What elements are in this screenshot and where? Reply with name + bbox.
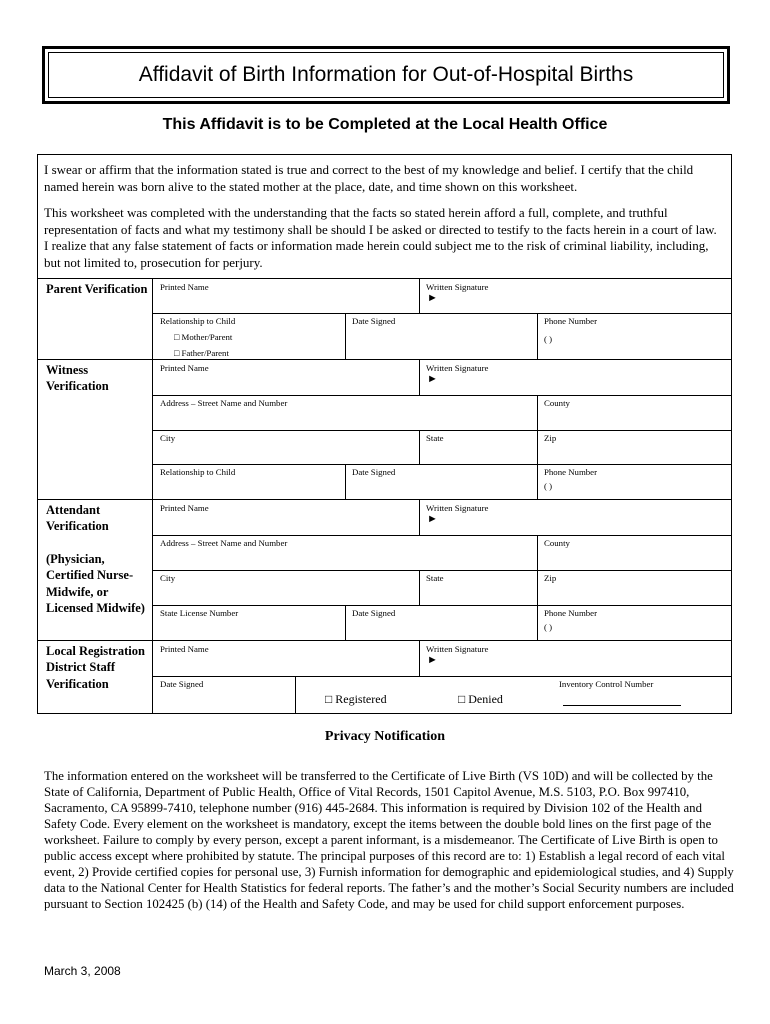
divider <box>37 499 732 500</box>
witness-relationship-field[interactable]: Relationship to Child <box>160 467 236 477</box>
divider <box>345 464 346 499</box>
divider <box>37 278 732 279</box>
signature-arrow-icon: ► <box>427 654 438 666</box>
divider <box>295 676 296 714</box>
parent-verification-heading: Parent Verification <box>46 282 148 296</box>
witness-date-signed-field[interactable]: Date Signed <box>352 467 396 477</box>
parent-phone-number-field[interactable]: Phone Number <box>544 316 598 326</box>
parent-written-signature-field[interactable]: Written Signature <box>426 282 489 292</box>
divider <box>345 313 346 359</box>
attendant-city-field[interactable]: City <box>160 573 176 583</box>
attendant-zip-field[interactable]: Zip <box>544 573 557 583</box>
attendant-address-field[interactable]: Address – Street Name and Number <box>160 538 288 548</box>
privacy-body: The information entered on the worksheet will be transferred to the Certificate of Live Birth (VS 10D) and will be collected by the State of California, Department of Public Health, Office of Vital Records, 1501 Capitol Avenue, M.S. 5103, P.O. Box 997410, Sacramento, CA 95899-7410, telephone number (916) 445-2684. This information is required by Division 102 of the Health and Safety Code. Every element on the worksheet is mandatory, except the items between the double bold lines on the first page of the worksheet. Failure to comply by every person, except a parent informant, is a misdemeanor. The Certificate of Live Birth is open to public access except where prohibited by statute. The principal purposes of this record are to: 1) Establish a legal record of each vital event, 2) Provide certified copies for personal use, 3) Furnish information for demographic and epidemiological studies, and 4) Supply data to the National Center for Health Statistics for federal reports. The father’s and the mother’s Social Security numbers are included pursuant to Section 102425 (b) (14) of the Health and Safety Code, and may be used for child support enforcement purposes. <box>44 769 734 911</box>
witness-verification-heading: Witness Verification <box>46 363 109 394</box>
witness-state-field[interactable]: State <box>426 433 444 443</box>
divider <box>537 535 538 570</box>
divider <box>537 395 538 430</box>
privacy-title: Privacy Notification <box>324 729 446 744</box>
inventory-control-number-input[interactable] <box>563 705 681 706</box>
witness-written-signature-field[interactable]: Written Signature <box>426 363 489 373</box>
divider <box>537 430 538 464</box>
witness-zip-field[interactable]: Zip <box>544 433 557 443</box>
divider <box>419 570 420 605</box>
witness-printed-name-field[interactable]: Printed Name <box>160 363 209 373</box>
witness-phone-number-field[interactable]: Phone Number <box>544 467 598 477</box>
local-date-signed-field[interactable]: Date Signed <box>160 679 204 689</box>
subtitle: This Affidavit is to be Completed at the Local Health Office <box>162 116 608 133</box>
attendant-verification-heading: Attendant Verification <box>46 503 109 534</box>
signature-arrow-icon: ► <box>427 292 438 304</box>
attendant-printed-name-field[interactable]: Printed Name <box>160 503 209 513</box>
divider <box>152 464 732 465</box>
attendant-written-signature-field[interactable]: Written Signature <box>426 503 489 513</box>
footer-date: March 3, 2008 <box>44 964 121 978</box>
signature-arrow-icon: ► <box>427 373 438 385</box>
inventory-control-number-label: Inventory Control Number <box>559 679 654 689</box>
divider <box>152 605 732 606</box>
divider <box>152 570 732 571</box>
local-verification-heading: Local Registration District Staff Verification <box>46 644 145 691</box>
divider <box>419 640 420 676</box>
parent-date-signed-field[interactable]: Date Signed <box>352 316 396 326</box>
mother-parent-checkbox[interactable]: □ Mother/Parent <box>174 332 233 342</box>
divider <box>537 313 538 359</box>
divider <box>419 499 420 535</box>
attendant-date-signed-field[interactable]: Date Signed <box>352 608 396 618</box>
parent-relationship-label: Relationship to Child <box>160 316 236 326</box>
attendant-type-subheading: (Physician, Certified Nurse-Midwife, or Licensed Midwife) <box>46 552 145 615</box>
attendant-phone-parens: ( ) <box>544 622 553 632</box>
divider <box>419 430 420 464</box>
divider <box>37 359 732 360</box>
local-written-signature-field[interactable]: Written Signature <box>426 644 489 654</box>
divider <box>419 278 420 313</box>
divider <box>537 570 538 605</box>
parent-phone-parens: ( ) <box>544 334 553 344</box>
signature-arrow-icon: ► <box>427 513 438 525</box>
attendant-phone-number-field[interactable]: Phone Number <box>544 608 598 618</box>
divider <box>152 535 732 536</box>
title-box <box>42 46 730 104</box>
witness-phone-parens: ( ) <box>544 481 553 491</box>
divider <box>152 313 732 314</box>
document-title: Affidavit of Birth Information for Out-of-Hospital Births <box>48 52 724 98</box>
divider <box>419 359 420 395</box>
father-parent-checkbox[interactable]: □ Father/Parent <box>174 348 229 358</box>
local-printed-name-field[interactable]: Printed Name <box>160 644 209 654</box>
divider <box>37 640 732 641</box>
divider <box>537 464 538 499</box>
attendant-license-field[interactable]: State License Number <box>160 608 239 618</box>
witness-address-field[interactable]: Address – Street Name and Number <box>160 398 288 408</box>
divider <box>537 605 538 640</box>
denied-checkbox[interactable]: □ Denied <box>458 692 503 706</box>
divider <box>152 278 153 714</box>
divider <box>345 605 346 640</box>
witness-county-field[interactable]: County <box>544 398 570 408</box>
divider <box>152 430 732 431</box>
intro-paragraph-1: I swear or affirm that the information stated is true and correct to the best of my knowledge and belief. I certify that the child named herein was born alive to the stated mother at the place, date, and time shown on this worksheet. <box>44 162 694 194</box>
attendant-county-field[interactable]: County <box>544 538 570 548</box>
parent-printed-name-field[interactable]: Printed Name <box>160 282 209 292</box>
divider <box>152 676 732 677</box>
divider <box>152 395 732 396</box>
attendant-state-field[interactable]: State <box>426 573 444 583</box>
registered-checkbox[interactable]: □ Registered <box>325 692 387 706</box>
intro-paragraph-2: This worksheet was completed with the understanding that the facts so stated herein afford a full, complete, and truthful representation of facts and what my testimony shall be should I be asked or directed to testify to the facts herein in a court of law. I realize that any false statement of facts or information made herein could subject me to the risk of criminal liability, including, but not limited to, prosecution for perjury. <box>44 205 717 270</box>
witness-city-field[interactable]: City <box>160 433 176 443</box>
